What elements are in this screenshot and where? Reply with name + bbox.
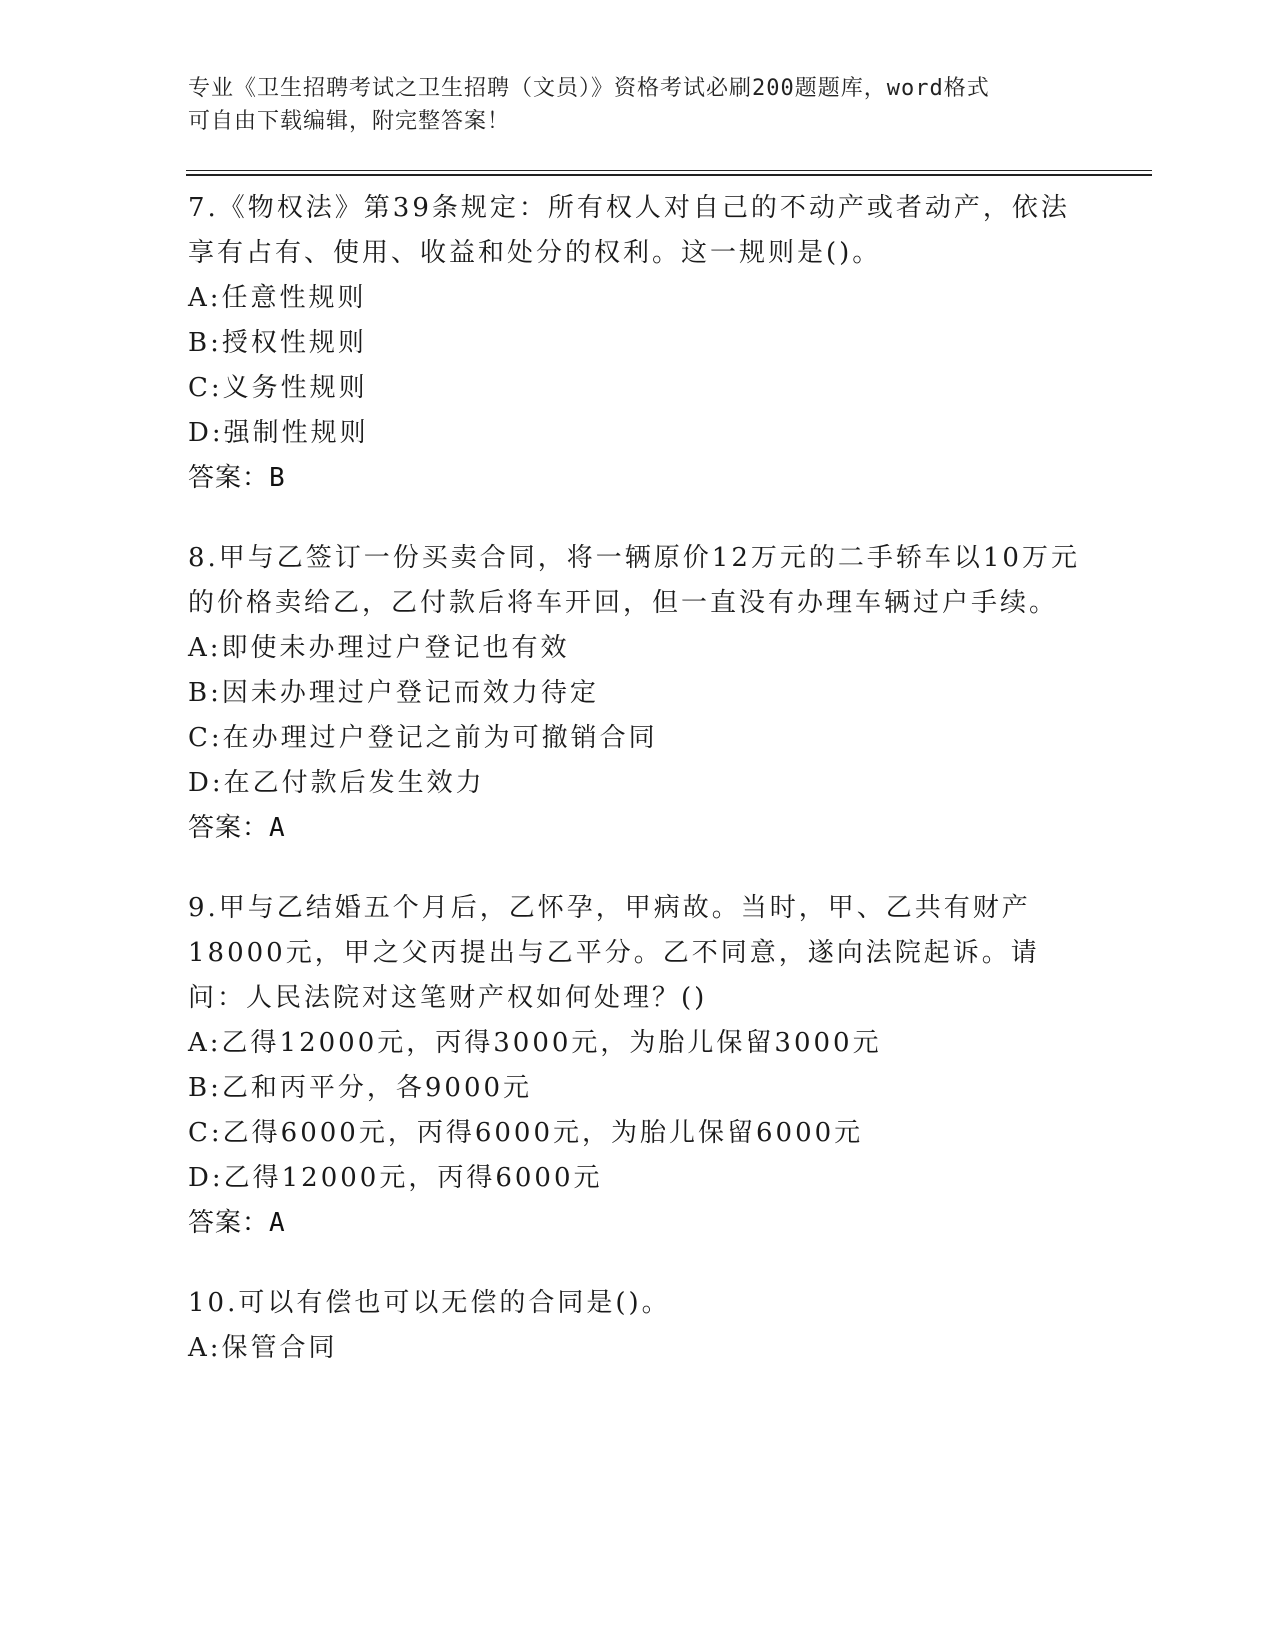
question-list — [188, 186, 1088, 1406]
option-a: A:乙得12000元，丙得3000元，为胎儿保留3000元 — [188, 1028, 882, 1058]
option-c: C:义务性规则 — [188, 373, 368, 403]
question-stem: 7.《物权法》第39条规定：所有权人对自己的不动产或者动产，依法享有占有、使用、收益和处分的权利。这一规则是()。 — [188, 193, 1070, 268]
option-b: B:乙和丙平分，各9000元 — [188, 1073, 533, 1103]
question-stem: 8.甲与乙签订一份买卖合同，将一辆原价12万元的二手轿车以10万元的价格卖给乙，乙付款后将车开回，但一直没有办理车辆过户手续。 — [188, 543, 1080, 618]
header-line-1: 专业《卫生招聘考试之卫生招聘（文员）》资格考试必刷200题题库，word格式 — [188, 76, 990, 101]
question-8 — [188, 536, 1088, 851]
option-a: A:即使未办理过户登记也有效 — [188, 633, 570, 663]
option-b: B:授权性规则 — [188, 328, 367, 358]
header-divider-thin — [186, 170, 1152, 171]
answer: 答案：A — [188, 1208, 286, 1238]
option-c: C:在办理过户登记之前为可撤销合同 — [188, 723, 658, 753]
question-9 — [188, 886, 1088, 1246]
option-c: C:乙得6000元，丙得6000元，为胎儿保留6000元 — [188, 1118, 864, 1148]
document-header — [188, 72, 1068, 138]
option-b: B:因未办理过户登记而效力待定 — [188, 678, 599, 708]
option-d: D:强制性规则 — [188, 418, 369, 448]
question-stem: 9.甲与乙结婚五个月后，乙怀孕，甲病故。当时，甲、乙共有财产18000元，甲之父丙提出与乙平分。乙不同意，遂向法院起诉。请问：人民法院对这笔财产权如何处理？() — [188, 893, 1040, 1013]
option-d: D:在乙付款后发生效力 — [188, 768, 485, 798]
option-d: D:乙得12000元，丙得6000元 — [188, 1163, 603, 1193]
answer: 答案：A — [188, 813, 286, 843]
option-a: A:任意性规则 — [188, 283, 367, 313]
question-7 — [188, 186, 1088, 501]
question-10 — [188, 1281, 1088, 1371]
header-divider-thick — [186, 174, 1152, 176]
option-a: A:保管合同 — [188, 1333, 338, 1363]
question-stem: 10.可以有偿也可以无偿的合同是()。 — [188, 1288, 671, 1318]
answer: 答案：B — [188, 463, 286, 493]
header-line-2: 可自由下载编辑，附完整答案！ — [188, 109, 511, 134]
